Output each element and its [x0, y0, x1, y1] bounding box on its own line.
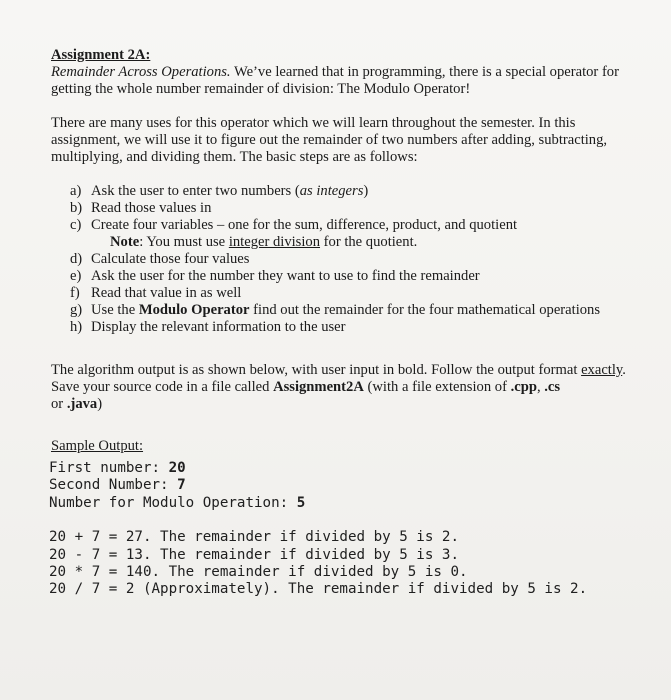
sample-result-add: 20 + 7 = 27. The remainder if divided by 5 is 2.	[49, 529, 459, 546]
step-text: Read those values in	[91, 200, 212, 216]
steps-list	[51, 183, 641, 336]
step-d	[70, 251, 641, 268]
sample-result-div: 20 / 7 = 2 (Approximately). The remainder if divided by 5 is 2.	[49, 581, 588, 598]
step-text: Ask the user to enter two numbers (as integers)	[91, 183, 369, 199]
step-f	[70, 285, 641, 302]
step-h	[70, 319, 641, 336]
step-c-note: Note: You must use integer division for the quotient.	[110, 234, 418, 250]
step-label: a)	[70, 183, 82, 199]
step-label: f)	[70, 285, 80, 301]
output-paragraph: The algorithm output is as shown below, with user input in bold. Follow the output format exactly. Save your source code in a file called Assignment2A (with a file extension of .cpp, .cs or .java)	[51, 362, 626, 412]
step-text: Display the relevant information to the user	[91, 319, 346, 335]
sample-line-first: First number: 20	[49, 460, 186, 476]
step-text: Create four variables – one for the sum, difference, product, and quotient	[91, 217, 518, 233]
step-label: c)	[70, 217, 82, 233]
sample-result-mul: 20 * 7 = 140. The remainder if divided by 5 is 0.	[49, 564, 468, 581]
step-text: Use the Modulo Operator find out the remainder for the four mathematical operations	[91, 302, 601, 318]
sample-result-sub: 20 - 7 = 13. The remainder if divided by 5 is 3.	[49, 546, 459, 563]
sample-blank-line	[49, 512, 641, 529]
step-label: d)	[70, 251, 83, 267]
step-text: Ask the user for the number they want to use to find the remainder	[91, 268, 480, 284]
sample-line-second: Second Number: 7	[49, 477, 186, 494]
assignment-content	[51, 47, 641, 599]
step-label: b)	[70, 200, 83, 216]
sample-output-block	[49, 460, 641, 599]
step-text: Calculate those four values	[91, 251, 250, 267]
sample-output-title: Sample Output:	[51, 438, 144, 454]
step-e	[70, 268, 641, 285]
step-c	[70, 217, 641, 234]
step-label: e)	[70, 268, 82, 284]
step-label: h)	[70, 319, 83, 335]
step-b	[70, 200, 641, 217]
sample-line-modulo: Number for Modulo Operation: 5	[49, 494, 306, 511]
intro-paragraph	[51, 64, 641, 98]
step-text: Read that value in as well	[91, 285, 242, 301]
step-label: g)	[70, 302, 83, 318]
assignment-title: Assignment 2A:	[51, 47, 151, 63]
step-g	[70, 302, 641, 319]
step-a	[70, 183, 641, 200]
overview-paragraph: There are many uses for this operator which we will learn throughout the semester. In this assignment, we will use it to figure out the remainder of two numbers after adding, subtracting, multiplying, and dividing them. The basic steps are as follows:	[51, 115, 608, 165]
intro-italic: Remainder Across Operations.	[51, 64, 231, 80]
intro-text: We’ve learned that in programming, there is a special operator for getting the whole number remainder of division: The Modulo Operator!	[51, 64, 619, 97]
